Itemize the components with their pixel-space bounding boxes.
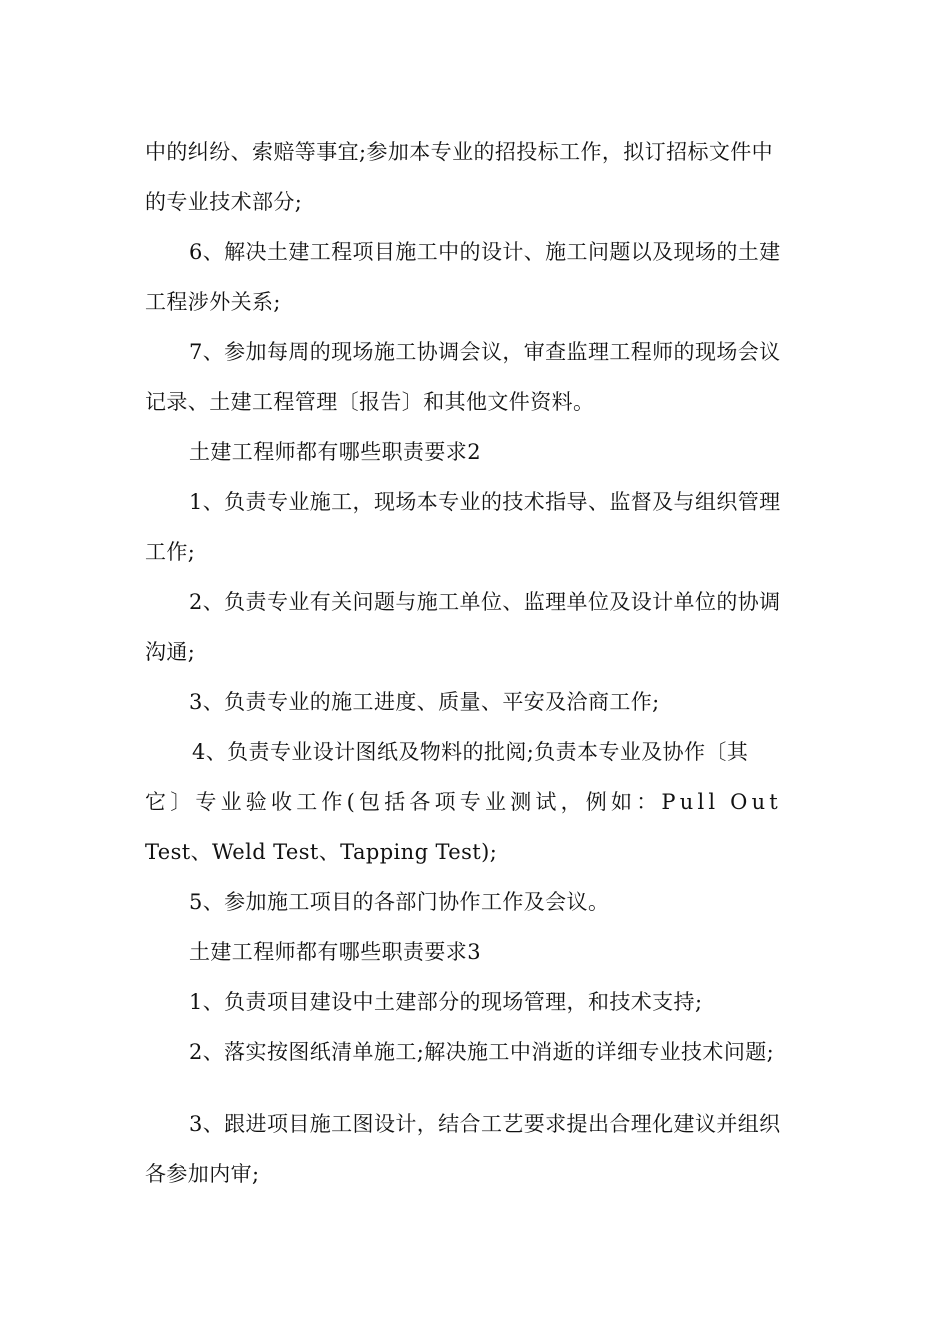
text-line: 5、参加施工项目的各部门协作工作及会议。 [189,890,610,914]
text-line [145,788,805,816]
section-heading: 土建工程师都有哪些职责要求3 [189,940,481,964]
text-line: 沟通; [145,640,196,664]
text-line: 6、解决土建工程项目施工中的设计、施工问题以及现场的土建 [189,240,781,264]
text-line: Test、Weld Test、Tapping Test); [145,840,498,864]
text-line: 1、负责专业施工，现场本专业的技术指导、监督及与组织管理 [189,490,781,514]
text-line: 4、负责专业设计图纸及物料的批阅;负责本专业及协作〔其 [192,740,749,764]
text-line: 中的纠纷、索赔等事宜;参加本专业的招投标工作，拟订招标文件中 [145,140,774,164]
text-line: 工作; [145,540,196,564]
section-heading: 土建工程师都有哪些职责要求2 [189,440,481,464]
text-line: 1、负责项目建设中土建部分的现场管理，和技术支持; [189,990,703,1014]
text-line: 3、跟进项目施工图设计，结合工艺要求提出合理化建议并组织 [189,1112,781,1136]
text-line: 记录、土建工程管理〔报告〕和其他文件资料。 [145,390,595,414]
text-line: 的专业技术部分; [145,190,303,214]
text-fragment: 它〕专业验收工作(包括各项专业测试，例如：Pull Out [145,790,782,814]
text-line: 7、参加每周的现场施工协调会议，审查监理工程师的现场会议 [189,340,781,364]
text-line: 各参加内审; [145,1162,260,1186]
text-line: 2、负责专业有关问题与施工单位、监理单位及设计单位的协调 [189,590,781,614]
text-line: 工程涉外关系; [145,290,281,314]
text-line: 2、落实按图纸清单施工;解决施工中消逝的详细专业技术问题; [189,1040,775,1064]
text-line: 3、负责专业的施工进度、质量、平安及洽商工作; [189,690,660,714]
